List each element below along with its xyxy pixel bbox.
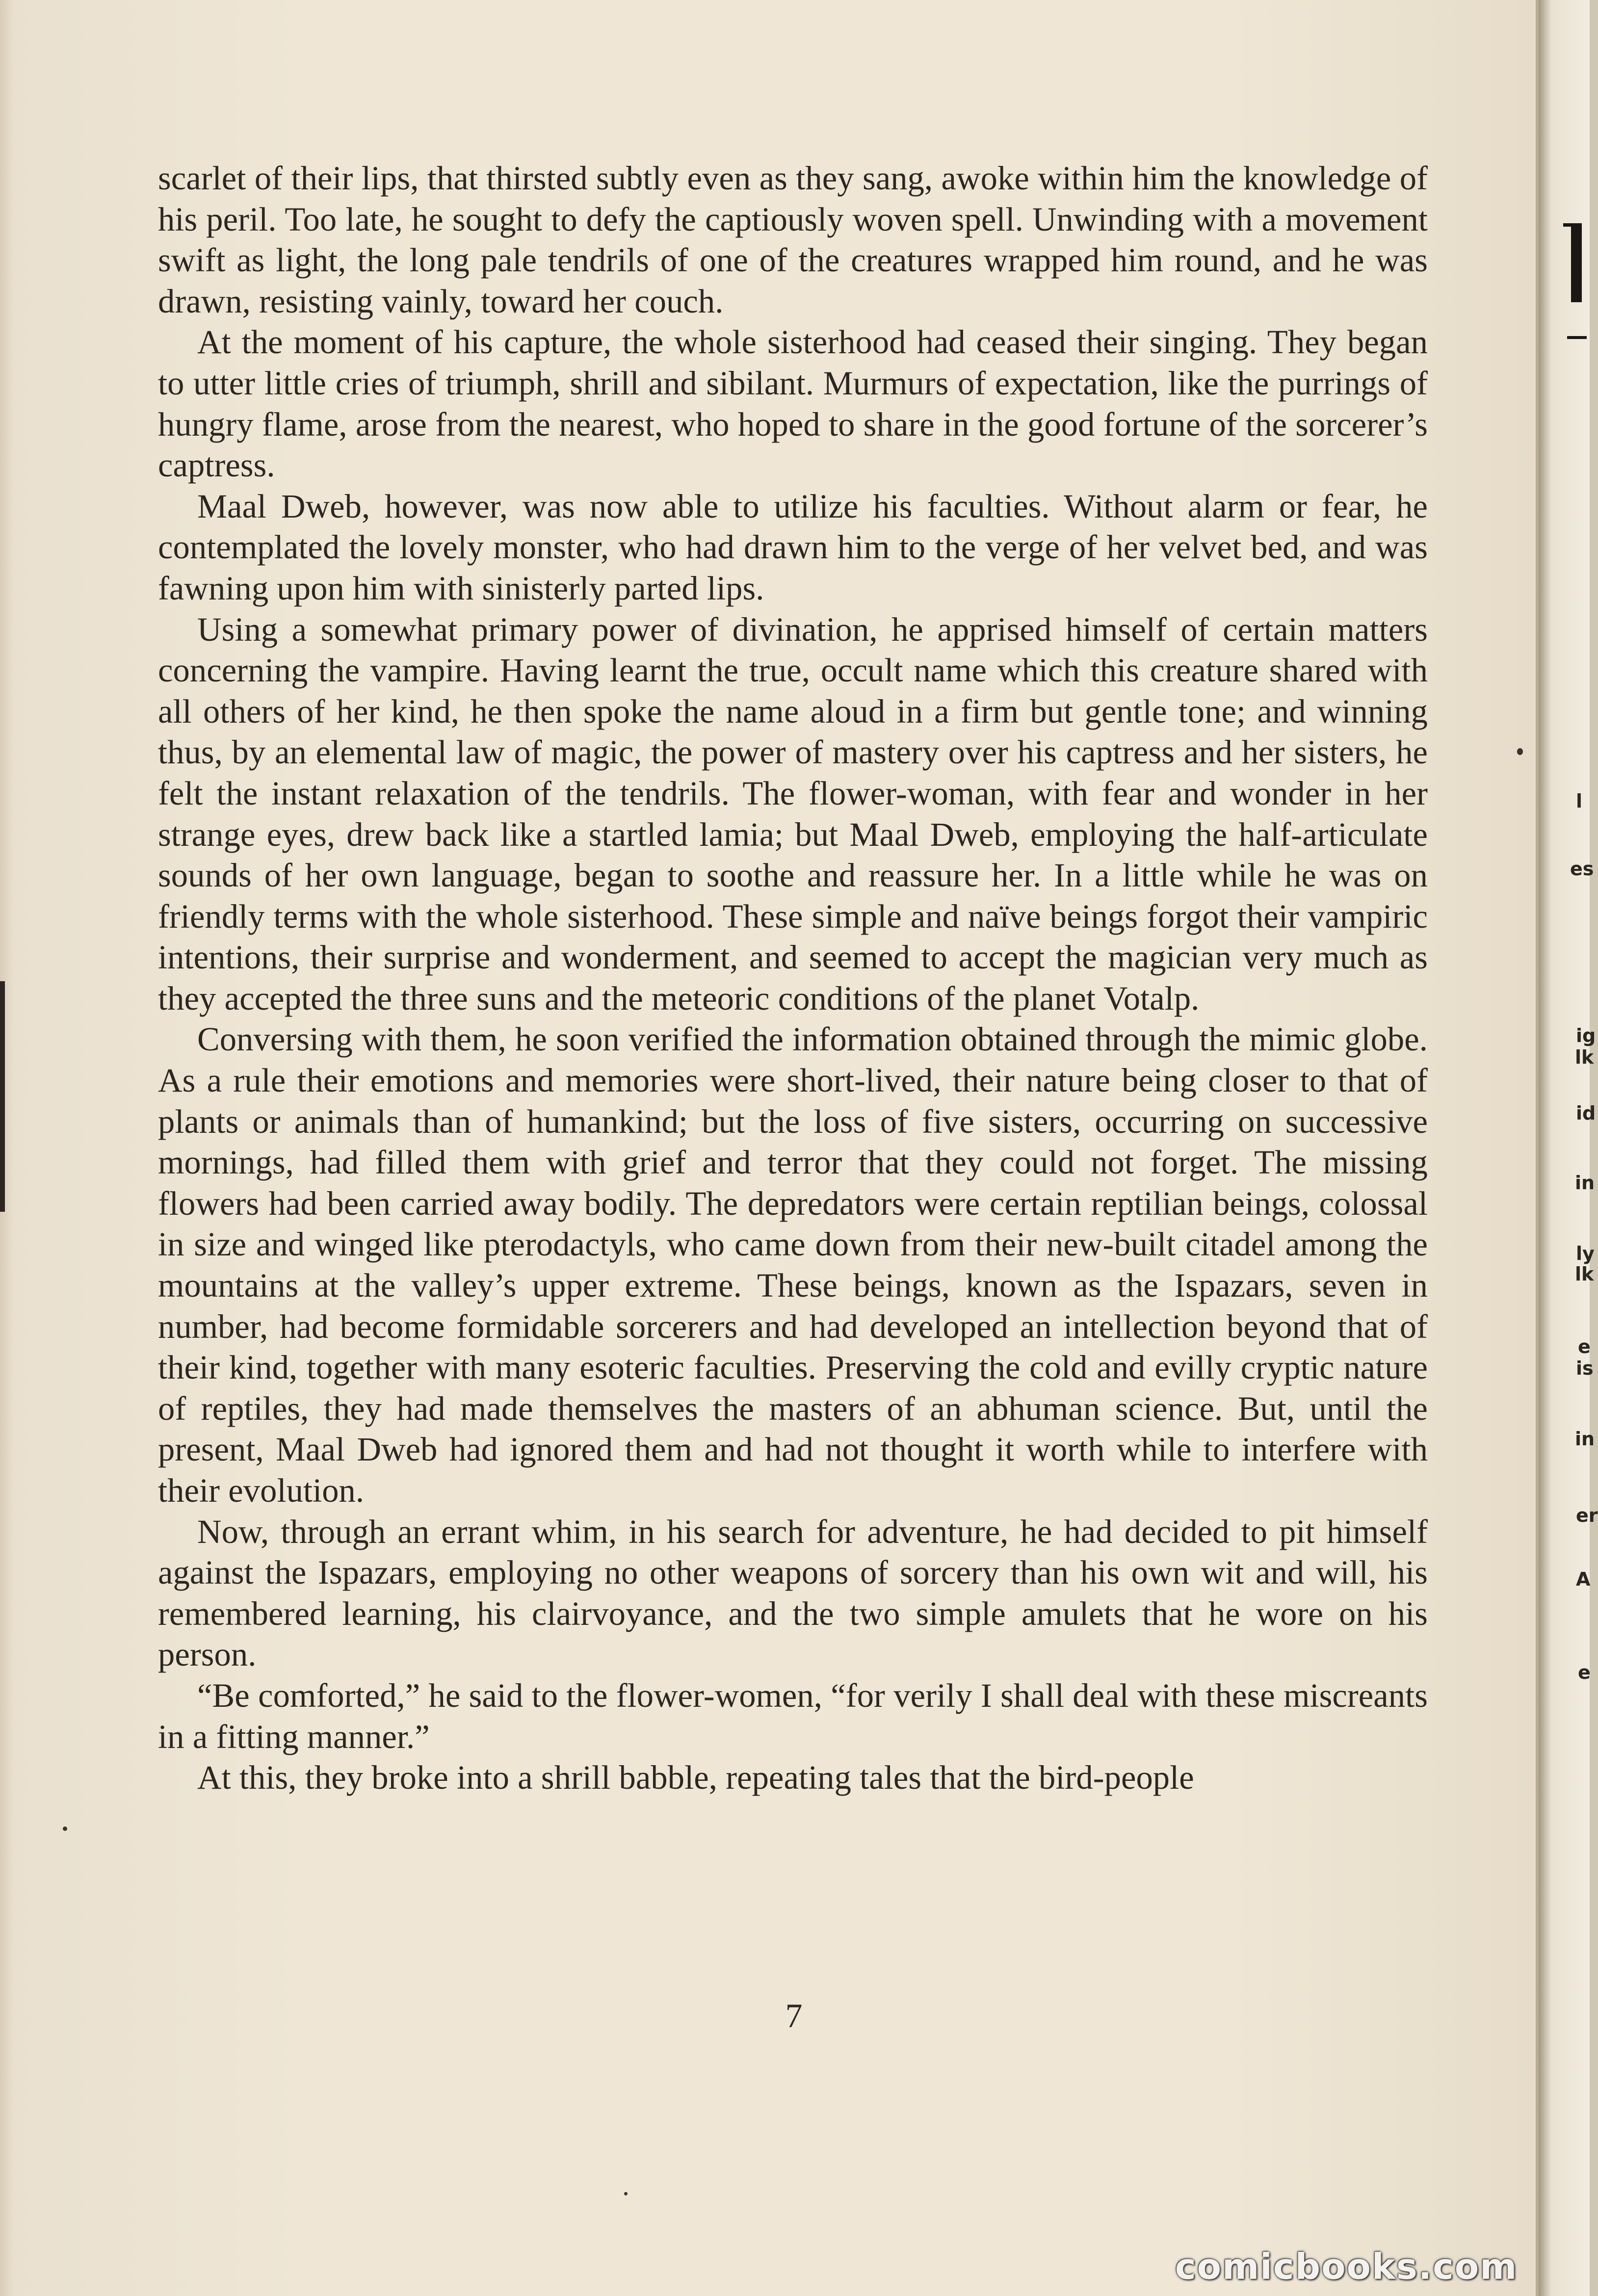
dust-speck (624, 2192, 628, 2195)
watermark: comicbooks.com (1175, 2246, 1518, 2287)
edge-text-fragment: ly (1576, 1243, 1595, 1264)
paragraph: At the moment of his capture, the whole sisterhood had ceased their singing. They began to utter little cries of triumph, shrill and sibilant. Murmurs of expectation, like the purrings of hungry flame, arose from the nearest, who hoped to share in the good fortune of the sorcerer’s captress. (158, 323, 1428, 484)
paragraph: At this, they broke into a shrill babble, repeating tales that the bird-people (197, 1759, 1194, 1797)
edge-text-fragment: A (1576, 1568, 1591, 1590)
paragraph: Conversing with them, he soon verified the information obtained through the mimic globe. As a rule their emotions and memories were short-lived, their nature being closer to that of plants or animals than of humankind; but the loss of five sisters, occurring on successive mornings, had filled them with grief and terror that they could not forget. The missing flowers had been carried away bodily. The depredators were certain reptilian beings, colossal in size and winged like pterodactyls, who came down from their new-built citadel among the mountains at the valley’s upper extreme. These beings, known as the Ispazars, seven in number, had become formidable sorcerers and had developed an intellection beyond that of their kind, together with many esoteric faculties. Preserving the cold and evilly cryptic nature of reptiles, they had made themselves the masters of an abhuman science. But, until the present, Maal Dweb had ignored them and had not thought it worth while to interfere with their evolution. (158, 1020, 1428, 1509)
edge-text-fragment: lk (1575, 1263, 1594, 1285)
paragraph: Using a somewhat primary power of divination, he apprised himself of certain matters concerning the vampire. Having learnt the true, occult name which this creature shared with all others of her kind, he then spoke the name aloud in a firm but gentle tone; and winning thus, by an elemental law of magic, the power of mastery over his captress and her sisters, he felt the instant relaxation of the tendrils. The flower-woman, with fear and wonder in her strange eyes, drew back like a startled lamia; but Maal Dweb, employing the half-articulate sounds of her own language, began to soothe and reassure her. In a little while he was on friendly terms with the whole sisterhood. These simple and naïve beings forgot their vampiric intentions, their surprise and wonderment, and seemed to accept the magician very much as they accepted the three suns and the meteoric conditions of the planet Votalp. (158, 610, 1428, 1017)
page-number-text: 7 (785, 1997, 803, 2035)
edge-text-fragment: e (1578, 1336, 1591, 1357)
edge-mark (1563, 223, 1582, 227)
edge-text-fragment: is (1576, 1357, 1594, 1379)
adjacent-page-edge (1539, 0, 1598, 2296)
edge-text-fragment: e (1578, 1662, 1591, 1683)
paragraph: Maal Dweb, however, was now able to utilize his faculties. Without alarm or fear, he contemplated the lovely monster, who had drawn him to the verge of her velvet bed, and was fawning upon him with sinisterly parted lips. (158, 487, 1428, 607)
edge-text-fragment: in (1575, 1428, 1595, 1450)
edge-mark (1567, 336, 1587, 339)
edge-text-fragment: er (1576, 1505, 1598, 1526)
edge-text-fragment: es (1570, 858, 1594, 880)
edge-text-fragment: ig (1576, 1025, 1596, 1046)
edge-mark (1571, 224, 1582, 302)
edge-text-fragment: l (1576, 790, 1583, 812)
edge-text-fragment: id (1576, 1102, 1596, 1124)
binding-edge-mark (0, 981, 5, 1212)
paragraph: “Be comforted,” he said to the flower-women, “for verily I shall deal with these miscreants in a fitting manner.” (158, 1676, 1428, 1755)
paragraph: Now, through an errant whim, in his search for adventure, he had decided to pit himself against the Ispazars, employing no other weapons of sorcery than his own wit and will, his remembered learning, his clairvoyance, and the two simple amulets that he wore on his person. (158, 1513, 1428, 1673)
body-text (158, 158, 1428, 1799)
dust-speck (63, 1826, 67, 1831)
edge-text-fragment: in (1575, 1172, 1595, 1194)
paragraph: scarlet of their lips, that thirsted subtly even as they sang, awoke within him the knowledge of his peril. Too late, he sought to defy the captiously woven spell. Unwinding with a movement swift as light, the long pale tendrils of one of the creatures wrapped him round, and he was drawn, resisting vainly, toward her couch. (158, 159, 1428, 320)
dust-speck (1517, 748, 1523, 755)
page-number (0, 1997, 1590, 2036)
edge-text-fragment: lk (1575, 1046, 1594, 1068)
